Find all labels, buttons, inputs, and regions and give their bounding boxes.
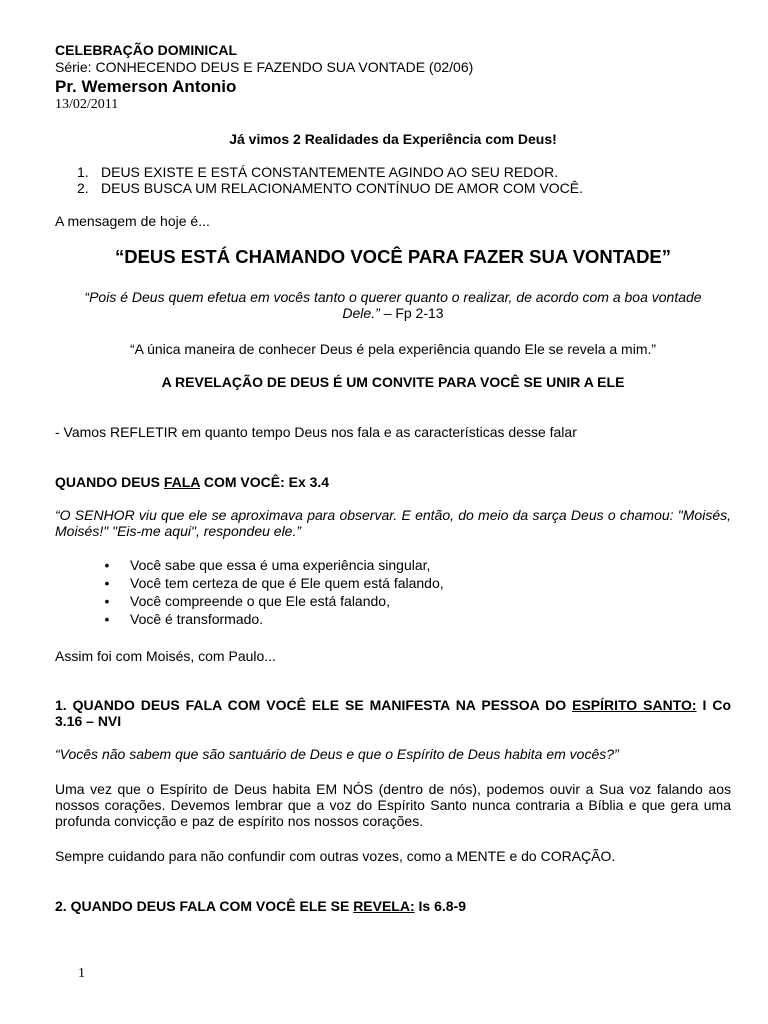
list-number: 2. [77,180,89,196]
list-text: Você é transformado. [130,611,264,627]
bullet-icon: • [104,575,110,591]
sermon-date: 13/02/2011 [55,97,119,112]
event-title: CELEBRAÇÃO DOMINICAL [55,42,237,58]
section-1-heading [55,697,731,729]
section-1-verse: “Vocês não sabem que são santuário de Deus e que o Espírito de Deus habita em vocês?” [55,746,619,762]
heading-underlined: FALA [163,474,200,490]
list-text: Você sabe que essa é uma experiência singular, [130,557,431,573]
pastor-name: Pr. Wemerson Antonio [55,77,237,96]
list-text: DEUS BUSCA UM RELACIONAMENTO CONTÍNUO DE AMOR COM VOCÊ. [101,180,584,196]
list-item [84,575,444,591]
message-intro: A mensagem de hoje é... [55,213,210,229]
list-text: Você compreende o que Ele está falando, [130,593,390,609]
list-text: DEUS EXISTE E ESTÁ CONSTANTEMENTE AGINDO AO SEU REDOR. [101,164,559,180]
bullet-icon: • [104,593,110,609]
verse-reference: – Fp 2-13 [379,305,444,321]
heading-underlined: ESPÍRITO SANTO: [572,697,697,713]
series-title: Série: CONHECENDO DEUS E FAZENDO SUA VONTADE (02/06) [55,59,474,75]
main-title: “DEUS ESTÁ CHAMANDO VOCÊ PARA FAZER SUA VONTADE” [114,246,672,267]
heading-text: QUANDO DEUS [55,474,164,490]
list-item [77,164,558,180]
section-1-paragraph: Uma vez que o Espírito de Deus habita EM NÓS (dentro de nós), podemos ouvir a Sua voz falando aos nossos corações. Devemos lembrar que a voz do Espírito Santo nunca contraria a Bíblia e que gera uma profunda convicção e paz de espírito nos nossos corações. [55,781,731,829]
list-item [84,611,263,627]
bullet-icon: • [104,611,110,627]
list-item [84,593,390,609]
heading-text: 2. QUANDO DEUS FALA COM VOCÊ ELE SE [55,898,354,914]
heading-text: I Co 3.16 – NVI [55,697,731,729]
experience-quote: “A única maneira de conhecer Deus é pela experiência quando Ele se revela a mim.” [129,341,657,357]
list-number: 1. [77,164,89,180]
verse-text: “Pois é Deus quem efetua em vocês tanto o querer quanto o realizar, de acordo com a boa vontade Dele.” [84,289,702,321]
heading-text: COM VOCÊ: Ex 3.4 [199,474,330,490]
list-item [84,557,430,573]
heading-text: 1. QUANDO DEUS FALA COM VOCÊ ELE SE MANIFESTA NA PESSOA DO [55,697,573,713]
section-speak-heading [55,474,329,490]
bullet-icon: • [104,557,110,573]
list-item [77,180,583,196]
section-speak-closing: Assim foi com Moisés, com Paulo... [55,648,276,664]
section-1-caution: Sempre cuidando para não confundir com outras vozes, como a MENTE e do CORAÇÃO. [55,848,616,864]
revelation-heading: A REVELAÇÃO DE DEUS É UM CONVITE PARA VOCÊ SE UNIR A ELE [161,374,625,390]
intro-heading: Já vimos 2 Realidades da Experiência com Deus! [229,131,557,147]
section-speak-verse: “O SENHOR viu que ele se aproximava para observar. E então, do meio da sarça Deus o chamou: "Moisés, Moisés!" "Eis-me aqui", respondeu ele.” [55,507,731,539]
page-number: 1 [78,966,85,981]
section-2-heading [55,898,466,914]
verse-fp [80,289,706,321]
heading-underlined: REVELA: [353,898,415,914]
reflect-line: - Vamos REFLETIR em quanto tempo Deus nos fala e as características desse falar [55,424,577,440]
list-text: Você tem certeza de que é Ele quem está falando, [130,575,444,591]
heading-text: Is 6.8-9 [414,898,467,914]
